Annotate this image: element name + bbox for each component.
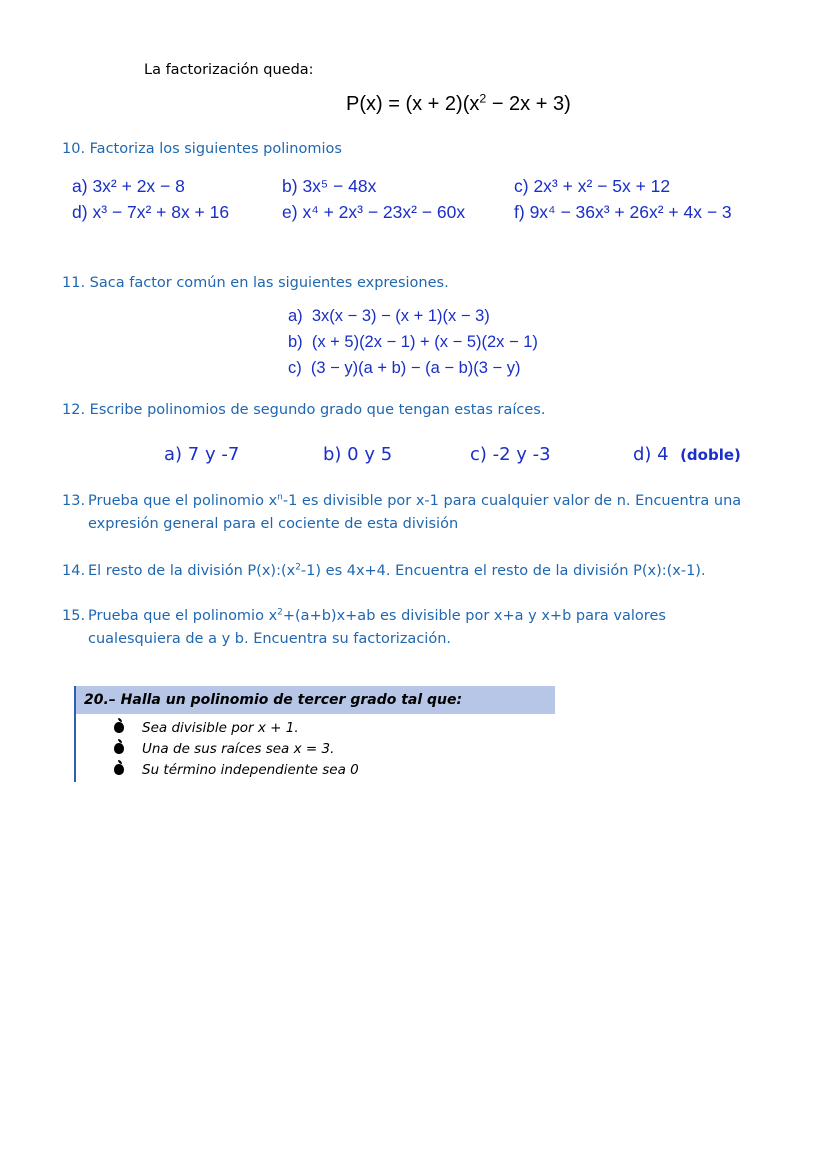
q20-bullet-3: Su término independiente sea 0 <box>114 762 359 778</box>
q11-item-a: a) 3x(x − 3) − (x + 1)(x − 3) <box>288 307 490 325</box>
question-20-box <box>74 686 555 782</box>
q10-item-c: c) 2x³ + x² − 5x + 12 <box>514 176 671 196</box>
question-12-roots <box>0 444 828 474</box>
q11-item-b: b) (x + 5)(2x − 1) + (x − 5)(2x − 1) <box>288 333 538 351</box>
question-11-items <box>288 307 538 385</box>
q10-item-d: d) x³ − 7x² + 8x + 16 <box>72 202 230 222</box>
question-10-title: 10. Factoriza los siguientes polinomios <box>62 141 342 157</box>
q12-root-a: a) 7 y -7 <box>164 444 240 465</box>
q12-root-b: b) 0 y 5 <box>323 444 393 465</box>
question-12-title: 12. Escribe polinomios de segundo grado que tengan estas raíces. <box>62 402 546 418</box>
question-13: 13. Prueba que el polinomio $x^n-1$ es divisible por x-1 para cualquier valor de n. Encuentra una expresión general para el cociente de esta división <box>62 492 742 532</box>
question-14: 14. El resto de la división $P(x):(x^2-1)$ es 4x+4. Encuentra el resto de la división P(x):(x-1). <box>62 562 706 579</box>
apple-bullet-icon <box>114 722 124 733</box>
question-20-title: 20.– Halla un polinomio de tercer grado tal que: <box>76 686 555 714</box>
q10-item-a: a) 3x² + 2x − 8 <box>72 176 185 196</box>
q12-root-d-note: (doble) <box>680 446 741 464</box>
question-11-title: 11. Saca factor común en las siguientes expresiones. <box>62 275 449 291</box>
q12-root-d: d) 4 (doble) <box>633 444 741 465</box>
q10-item-b: b) 3x⁵ − 48x <box>282 176 377 196</box>
q12-root-c: c) -2 y -3 <box>470 444 551 465</box>
apple-bullet-icon <box>114 743 124 754</box>
q20-bullet-2: Una de sus raíces sea x = 3. <box>114 741 334 757</box>
question-10-items <box>72 176 772 236</box>
factorization-formula: $P(x) = (x + 2)(x^2 - 2x + 3)$ <box>346 91 571 115</box>
q20-bullet-1: Sea divisible por x + 1. <box>114 720 299 736</box>
question-15: 15. Prueba que el polinomio $x^2+(a+b)x+ab$ es divisible por x+a y x+b para valores cualesquiera de a y b. Encuentra su factorización. <box>62 607 666 647</box>
q10-item-f: f) 9x⁴ − 36x³ + 26x² + 4x − 3 <box>514 202 732 222</box>
q10-item-e: e) x⁴ + 2x³ − 23x² − 60x <box>282 202 466 222</box>
q11-item-c: c) (3 − y)(a + b) − (a − b)(3 − y) <box>288 359 521 377</box>
apple-bullet-icon <box>114 764 124 775</box>
intro-text: La factorización queda: <box>144 62 314 78</box>
